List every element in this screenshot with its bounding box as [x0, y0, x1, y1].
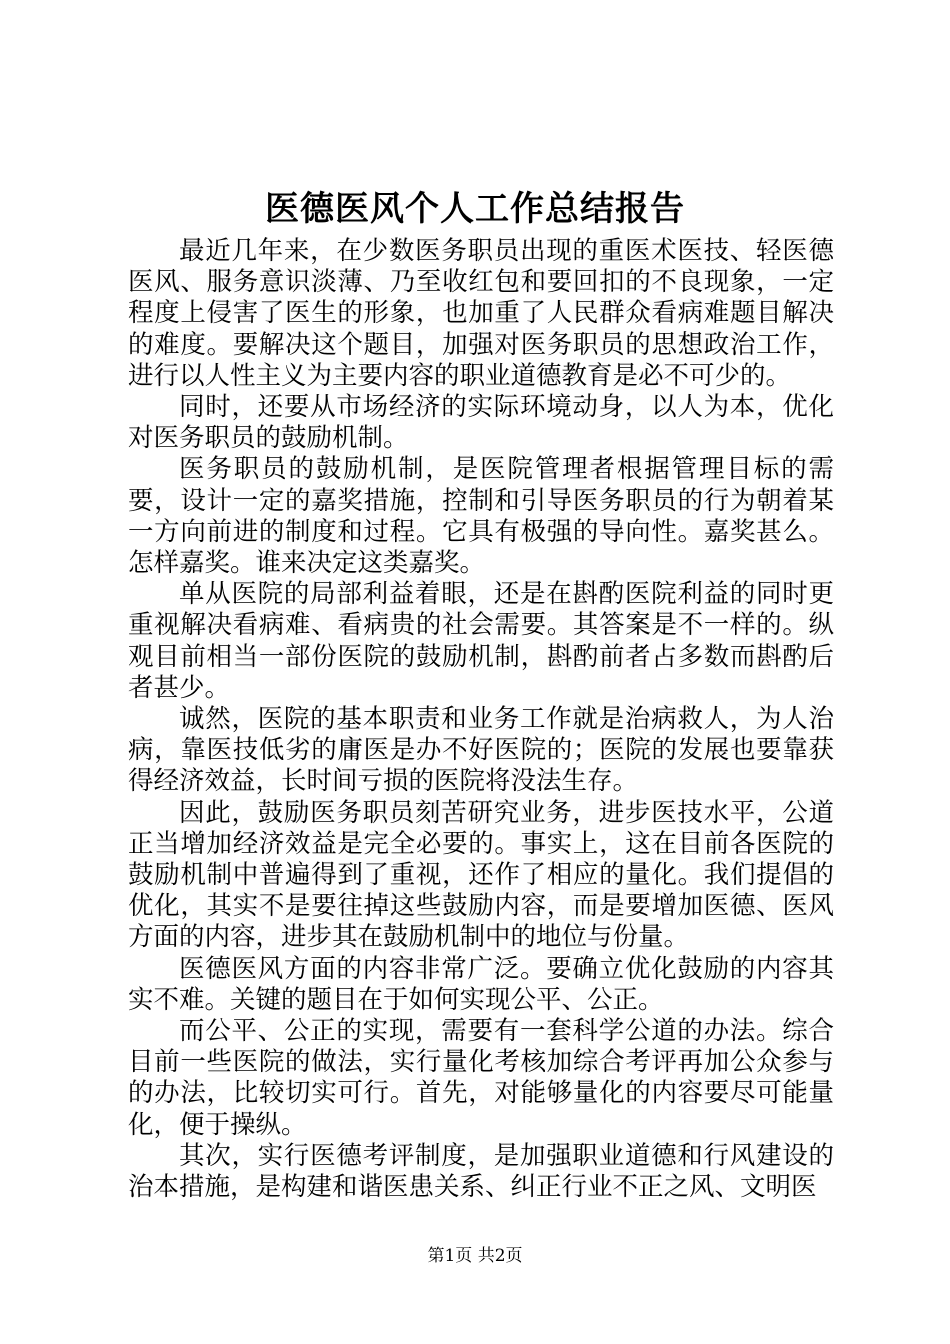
- paragraph: 其次，实行医德考评制度，是加强职业道德和行风建设的治本措施，是构建和谐医患关系、纠正行业不正之风、文明医: [128, 1140, 834, 1203]
- paragraph: 诚然，医院的基本职责和业务工作就是治病救人，为人治病，靠医技低劣的庸医是办不好医院的；医院的发展也要靠获得经济效益，长时间亏损的医院将没法生存。: [128, 704, 834, 797]
- paragraph: 医务职员的鼓励机制，是医院管理者根据管理目标的需要，设计一定的嘉奖措施，控制和引导医务职员的行为朝着某一方向前进的制度和过程。它具有极强的导向性。嘉奖甚么。怎样嘉奖。谁来决定这类嘉奖。: [128, 454, 834, 579]
- document-title: 医德医风个人工作总结报告: [265, 189, 685, 229]
- document-body: [128, 236, 834, 1203]
- paragraph: 同时，还要从市场经济的实际环境动身，以人为本，优化对医务职员的鼓励机制。: [128, 392, 834, 454]
- paragraph: 因此，鼓励医务职员刻苦研究业务，进步医技水平，公道正当增加经济效益是完全必要的。事实上，这在目前各医院的鼓励机制中普遍得到了重视，还作了相应的量化。我们提倡的优化，其实不是要往掉这些鼓励内容，而是要增加医德、医风方面的内容，进步其在鼓励机制中的地位与份量。: [128, 797, 834, 953]
- paragraph: 而公平、公正的实现，需要有一套科学公道的办法。综合目前一些医院的做法，实行量化考核加综合考评再加公众参与的办法，比较切实可行。首先，对能够量化的内容要尽可能量化，便于操纵。: [128, 1016, 834, 1140]
- paragraph: 医德医风方面的内容非常广泛。要确立优化鼓励的内容其实不难。关键的题目在于如何实现公平、公正。: [128, 953, 834, 1015]
- paragraph: 最近几年来，在少数医务职员出现的重医术医技、轻医德医风、服务意识淡薄、乃至收红包和要回扣的不良现象，一定程度上侵害了医生的形象，也加重了人民群众看病难题目解决的难度。要解决这个题目，加强对医务职员的思想政治工作，进行以人性主义为主要内容的职业道德教育是必不可少的。: [128, 236, 834, 391]
- page-number-footer: 第1页 共2页: [427, 1246, 523, 1266]
- paragraph: 单从医院的局部利益着眼，还是在斟酌医院利益的同时更重视解决看病难、看病贵的社会需要。其答案是不一样的。纵观目前相当一部份医院的鼓励机制，斟酌前者占多数而斟酌后者甚少。: [128, 579, 834, 703]
